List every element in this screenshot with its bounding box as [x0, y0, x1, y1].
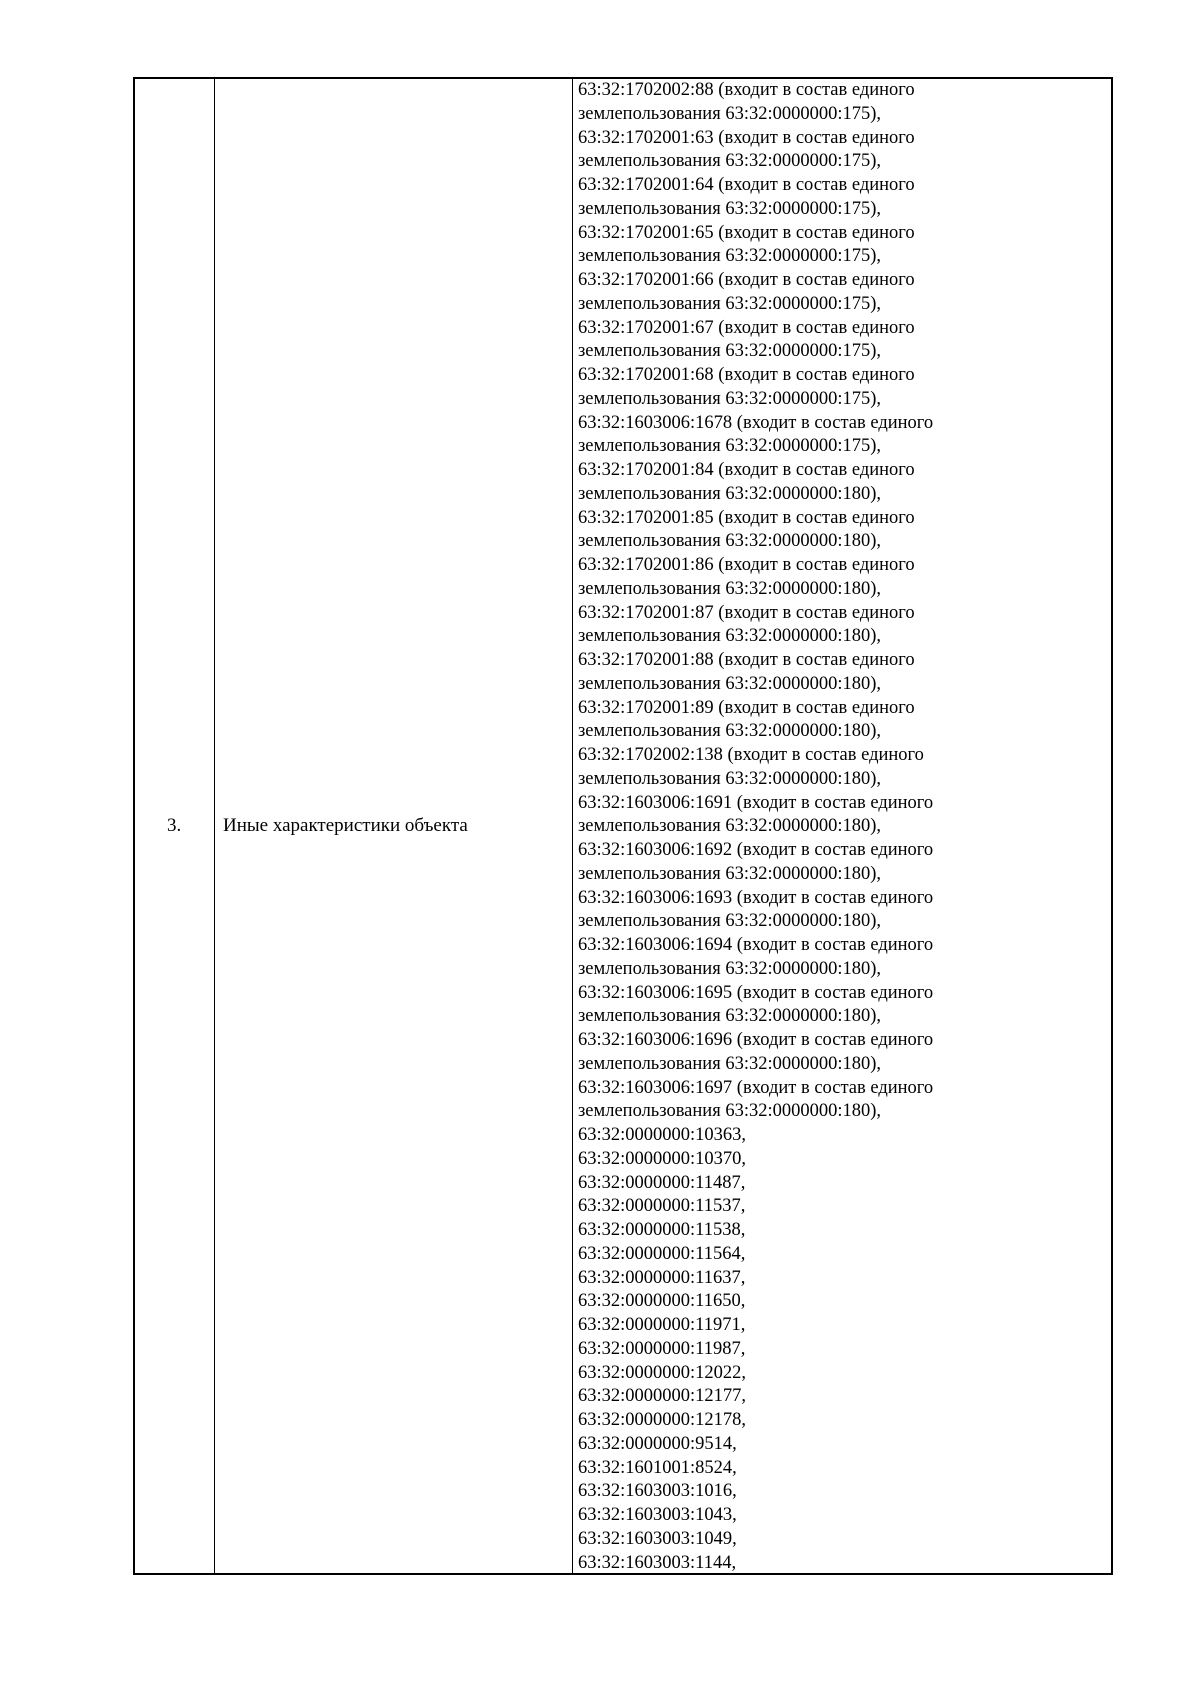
value-line: землепользования 63:32:0000000:175),	[578, 341, 882, 362]
value-line: землепользования 63:32:0000000:175),	[578, 293, 882, 314]
column-divider-1	[214, 79, 215, 1573]
value-line: 63:32:1702001:88 (входит в состав единого	[578, 650, 915, 670]
value-line: землепользования 63:32:0000000:180),	[578, 578, 882, 599]
value-line: землепользования 63:32:0000000:180),	[578, 768, 882, 789]
value-line: 63:32:1702002:138 (входит в состав единого	[578, 745, 924, 765]
value-line: землепользования 63:32:0000000:180),	[578, 911, 882, 932]
value-line: землепользования 63:32:0000000:175),	[578, 436, 882, 457]
value-line: 63:32:1603006:1693 (входит в состав единого	[578, 887, 934, 908]
value-line: 63:32:0000000:12022,	[578, 1362, 747, 1383]
characteristics-table	[133, 77, 1113, 1575]
value-line: 63:32:1702001:84 (входит в состав единого	[578, 460, 915, 480]
value-line: 63:32:0000000:10370,	[578, 1148, 747, 1169]
value-line: 63:32:1603006:1692 (входит в состав единого	[578, 840, 934, 860]
value-line: 63:32:1603003:1016,	[578, 1481, 737, 1502]
value-line: землепользования 63:32:0000000:175),	[578, 103, 882, 124]
value-line: 63:32:0000000:11487,	[578, 1172, 746, 1193]
value-line: 63:32:1603006:1696 (входит в состав единого	[578, 1030, 934, 1050]
row-number: 3.	[167, 815, 182, 836]
value-line: землепользования 63:32:0000000:180),	[578, 531, 882, 552]
value-line: землепользования 63:32:0000000:180),	[578, 673, 882, 694]
value-line: 63:32:1702001:65 (входит в состав единого	[578, 222, 915, 243]
value-line: 63:32:1603003:1144,	[578, 1552, 737, 1573]
value-line: землепользования 63:32:0000000:180),	[578, 1101, 882, 1122]
value-line: 63:32:1603006:1691 (входит в состав единого	[578, 792, 934, 813]
value-line: 63:32:1603006:1695 (входит в состав единого	[578, 982, 934, 1003]
value-line: 63:32:1702001:66 (входит в состав единого	[578, 270, 915, 290]
value-line: 63:32:1603003:1049,	[578, 1528, 737, 1549]
value-line: 63:32:1603006:1678 (входит в состав единого	[578, 412, 934, 433]
value-line: 63:32:0000000:11637,	[578, 1267, 746, 1288]
value-line: 63:32:0000000:11650,	[578, 1291, 746, 1312]
value-line: землепользования 63:32:0000000:175),	[578, 246, 882, 267]
value-line: землепользования 63:32:0000000:175),	[578, 151, 882, 172]
cadastral-numbers-list	[578, 79, 1101, 1575]
value-line: 63:32:1702002:88 (входит в состав единого	[578, 80, 915, 100]
value-line: землепользования 63:32:0000000:175),	[578, 198, 882, 219]
value-line: 63:32:1702001:64 (входит в состав единого	[578, 175, 915, 195]
value-line: 63:32:1702001:68 (входит в состав единого	[578, 365, 915, 385]
value-line: землепользования 63:32:0000000:180),	[578, 958, 882, 979]
value-line: 63:32:0000000:11537,	[578, 1196, 746, 1217]
value-line: землепользования 63:32:0000000:180),	[578, 1053, 882, 1074]
value-line: 63:32:1702001:63 (входит в состав единого	[578, 127, 915, 148]
value-line: землепользования 63:32:0000000:180),	[578, 483, 882, 504]
value-line: 63:32:1603003:1043,	[578, 1505, 737, 1525]
value-line: землепользования 63:32:0000000:180),	[578, 863, 882, 884]
value-line: 63:32:0000000:9514,	[578, 1433, 737, 1454]
value-line: землепользования 63:32:0000000:180),	[578, 721, 882, 742]
value-line: 63:32:1601001:8524,	[578, 1457, 737, 1478]
value-line: 63:32:1702001:86 (входит в состав единого	[578, 555, 915, 575]
value-line: 63:32:1702001:89 (входит в состав единого	[578, 697, 915, 718]
value-line: 63:32:0000000:11987,	[578, 1338, 746, 1359]
value-line: землепользования 63:32:0000000:180),	[578, 816, 882, 837]
value-line: 63:32:0000000:11564,	[578, 1243, 746, 1264]
row-label: Иные характеристики объекта	[223, 815, 468, 836]
value-line: землепользования 63:32:0000000:180),	[578, 626, 882, 647]
value-line: 63:32:0000000:11971,	[578, 1315, 746, 1335]
value-line: 63:32:1702001:87 (входит в состав единого	[578, 602, 915, 623]
value-line: 63:32:1603006:1694 (входит в состав единого	[578, 935, 934, 955]
value-line: землепользования 63:32:0000000:180),	[578, 1006, 882, 1027]
value-line: 63:32:1702001:67 (входит в состав единого	[578, 317, 915, 338]
column-divider-2	[572, 79, 573, 1573]
value-line: 63:32:1702001:85 (входит в состав единого	[578, 507, 915, 528]
value-line: 63:32:1603006:1697 (входит в состав единого	[578, 1077, 934, 1098]
value-line: землепользования 63:32:0000000:175),	[578, 388, 882, 409]
value-line: 63:32:0000000:10363,	[578, 1125, 747, 1145]
value-line: 63:32:0000000:11538,	[578, 1220, 746, 1240]
value-line: 63:32:0000000:12178,	[578, 1410, 747, 1430]
value-line: 63:32:0000000:12177,	[578, 1386, 747, 1407]
